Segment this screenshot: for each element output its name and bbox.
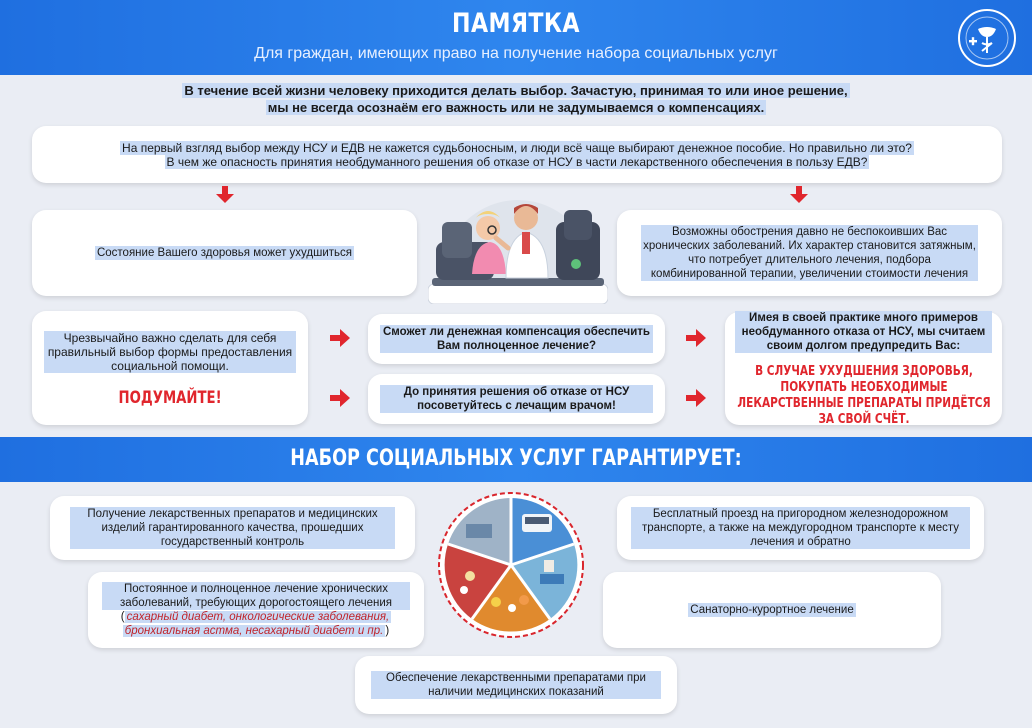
health-worsen-card: [32, 210, 417, 296]
guarantee-drugs-text: Получение лекарственных препаратов и медицинских изделий гарантированного качества, прошедших государственный контроль: [70, 507, 395, 549]
compensation-question-card: [368, 314, 665, 364]
intro-text: [60, 82, 972, 116]
guarantee-sanatorium-card: [603, 572, 941, 648]
question-line-1: На первый взгляд выбор между НСУ и ЕДВ не кажется судьбоносным, и люди всё чаще выбирают денежное пособие. Но правильно ли это?: [122, 140, 912, 155]
arrow-right-icon: [330, 329, 350, 347]
important-choice-text: Чрезвычайно важно сделать для себя правильный выбор формы предоставления социальной помощи.: [44, 331, 296, 373]
exacerbation-text: Возможны обострения давно не беспокоивших Вас хронических заболеваний. Их характер становится затяжным, что потребует длительного лечения, подбора комбинированной терапии, увеличении стоимости лечения: [641, 225, 978, 281]
guarantee-medical-card: [355, 656, 677, 714]
warning-card: [725, 312, 1002, 425]
guarantee-sanatorium-text: Санаторно-курортное лечение: [690, 604, 854, 616]
services-photo-wheel: [436, 490, 586, 640]
health-worsen-text: Состояние Вашего здоровья может ухудшиться: [96, 247, 353, 259]
consult-doctor-text: До принятия решения об отказе от НСУ посоветуйтесь с лечащим врачом!: [380, 385, 653, 413]
guarantee-medical-text: Обеспечение лекарственными препаратами при наличии медицинских показаний: [371, 671, 661, 699]
think-callout: ПОДУМАЙТЕ!: [118, 388, 222, 408]
question-line-2: В чем же опасность принятия необдуманного решения об отказе от НСУ в части лекарственного обеспечения в пользу ЕДВ?: [166, 154, 868, 169]
arrow-right-icon: [686, 389, 706, 407]
guarantee-transport-text: Бесплатный проезд на пригородном железнодорожном транспорте, а также на междугородном транспорте к месту лечения и обратно: [631, 507, 970, 549]
arrow-right-icon: [330, 389, 350, 407]
exacerbation-card: [617, 210, 1002, 296]
guarantee-drugs-card: [50, 496, 415, 560]
page-title: ПАМЯТКА: [452, 8, 580, 39]
guarantee-transport-card: [617, 496, 984, 560]
intro-line-1: В течение всей жизни человеку приходится делать выбор. Зачастую, принимая то или иное решение,: [184, 83, 848, 98]
pharmacy-logo-icon: [956, 7, 1018, 69]
compensation-question-text: Сможет ли денежная компенсация обеспечить Вам полноценное лечение?: [380, 325, 653, 353]
arrow-right-icon: [686, 329, 706, 347]
page-subtitle: Для граждан, имеющих право на получение набора социальных услуг: [254, 45, 778, 62]
experience-text: Имея в своей практике много примеров необдуманного отказа от НСУ, мы считаем своим долгом предупредить Вас:: [735, 311, 992, 353]
question-card: [32, 126, 1002, 183]
guarantee-chronic-text: Постоянное и полноценное лечение хронических заболеваний, требующих дорогостоящего лечения: [102, 582, 410, 610]
important-choice-card: [32, 311, 308, 425]
intro-line-2: мы не всегда осознаём его важность или не задумываемся о компенсациях.: [267, 100, 765, 115]
doctor-patient-illustration: [428, 192, 608, 304]
guarantee-chronic-card: Постоянное и полноценное лечение хронических заболеваний, требующих дорогостоящего лечения ( сахарный диабет, онкологические заболевания, бронхиальная астма, несахарный диабет и пр. ): [88, 572, 424, 648]
guarantee-chronic-examples: сахарный диабет, онкологические заболевания, бронхиальная астма, несахарный диабет и пр.: [124, 611, 390, 637]
warning-text: В СЛУЧАЕ УХУДШЕНИЯ ЗДОРОВЬЯ, ПОКУПАТЬ НЕОБХОДИМЫЕ ЛЕКАРСТВЕННЫЕ ПРЕПАРАТЫ ПРИДЁТСЯ ЗА СВОЙ СЧЁТ.: [736, 362, 991, 427]
consult-doctor-card: [368, 374, 665, 424]
guarantee-title: НАБОР СОЦИАЛЬНЫХ УСЛУГ ГАРАНТИРУЕТ:: [290, 446, 742, 471]
